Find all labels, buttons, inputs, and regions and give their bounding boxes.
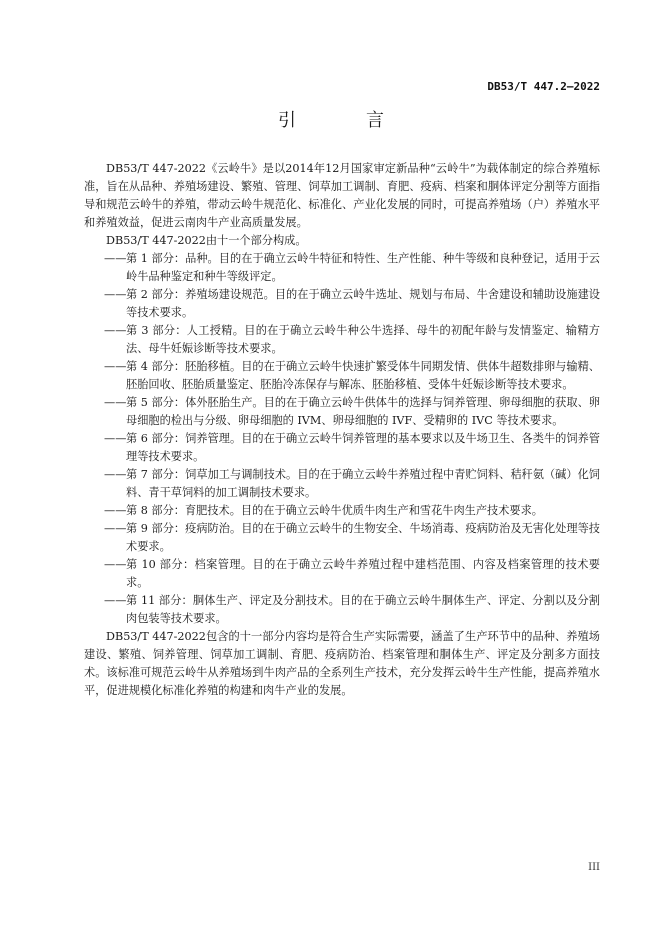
parts-list: [84, 250, 600, 628]
conclusion-paragraph: DB53/T 447-2022包含的十一部分内容均是符合生产实际需要，涵盖了生产环节中的品种、养殖场建设、繁殖、饲养管理、饲草加工调制、育肥、疫病防治、档案管理和胴体生产、评定及分割多方面技术。该标准可规范云岭牛从养殖场到牛肉产品的全系列生产技术，充分发挥云岭牛生产性能，提高养殖水平，促进规模化标准化养殖的构建和肉牛产业的发展。: [84, 630, 600, 697]
list-item-text: 第 8 部分：育肥技术。目的在于确立云岭牛优质牛肉生产和雪花牛肉生产技术要求。: [126, 504, 543, 517]
list-item: [84, 502, 600, 520]
list-dash: ——: [104, 360, 127, 373]
list-item-text: 第 10 部分：档案管理。目的在于确立云岭牛养殖过程中建档范围、内容及档案管理的技术要求。: [126, 558, 600, 589]
list-item: [84, 592, 600, 628]
list-item-text: 第 2 部分：养殖场建设规范。目的在于确立云岭牛选址、规划与布局、牛舍建设和辅助设施建设等技术要求。: [126, 288, 600, 319]
standard-code: DB53/T 447.2—2022: [487, 80, 600, 93]
list-item-text: 第 1 部分：品种。目的在于确立云岭牛特征和特性、生产性能、种牛等级和良种登记，适用于云岭牛品种鉴定和种牛等级评定。: [126, 252, 600, 283]
list-item: [84, 466, 600, 502]
list-item: [84, 250, 600, 286]
intro-paragraph: DB53/T 447-2022《云岭牛》是以2014年12月国家审定新品种“云岭牛”为载体制定的综合养殖标准，旨在从品种、养殖场建设、繁殖、管理、饲草加工调制、育肥、疫病、档案和胴体评定分割等方面指导和规范云岭牛的养殖，带动云岭牛规范化、标准化、产业化发展的同时，可提高养殖场（户）养殖水平和养殖效益，促进云南肉牛产业高质量发展。: [84, 162, 600, 229]
list-item-text: 第 9 部分：疫病防治。目的在于确立云岭牛的生物安全、牛场消毒、疫病防治及无害化处理等技术要求。: [126, 522, 600, 553]
list-dash: ——: [104, 288, 127, 301]
list-item: [84, 556, 600, 592]
list-item-text: 第 5 部分：体外胚胎生产。目的在于确立云岭牛供体牛的选择与饲养管理、卵母细胞的获取、卵母细胞的检出与分级、卵母细胞的 IVM、卵母细胞的 IVF、受精卵的 IVC 等技术要求。: [126, 396, 600, 427]
list-item: [84, 394, 600, 430]
list-dash: ——: [104, 252, 127, 265]
list-item: [84, 286, 600, 322]
page-title: 引 言: [278, 110, 410, 131]
list-item-text: 第 7 部分：饲草加工与调制技术。目的在于确立云岭牛养殖过程中青贮饲料、秸秆氨（碱）化饲料、青干草饲料的加工调制技术要求。: [126, 468, 600, 499]
list-item: [84, 520, 600, 556]
list-dash: ——: [104, 522, 127, 535]
list-item: [84, 430, 600, 466]
list-dash: ——: [104, 324, 127, 337]
list-dash: ——: [104, 468, 127, 481]
parts-intro-paragraph: DB53/T 447-2022由十一个部分构成。: [106, 234, 307, 247]
list-item-text: 第 4 部分：胚胎移植。目的在于确立云岭牛快速扩繁受体牛同期发情、供体牛超数排卵与输精、胚胎回收、胚胎质量鉴定、胚胎冷冻保存与解冻、胚胎移植、受体牛妊娠诊断等技术要求。: [126, 360, 600, 391]
list-item-text: 第 11 部分：胴体生产、评定及分割技术。目的在于确立云岭牛胴体生产、评定、分割以及分割肉包装等技术要求。: [126, 594, 600, 625]
list-item: [84, 358, 600, 394]
document-body: [84, 160, 600, 700]
list-item: [84, 322, 600, 358]
list-dash: ——: [104, 594, 127, 607]
list-item-text: 第 6 部分：饲养管理。目的在于确立云岭牛饲养管理的基本要求以及牛场卫生、各类牛的饲养管理等技术要求。: [126, 432, 600, 463]
list-dash: ——: [104, 504, 127, 517]
page-number: III: [588, 862, 600, 873]
list-dash: ——: [104, 396, 127, 409]
list-dash: ——: [104, 558, 127, 571]
list-dash: ——: [104, 432, 127, 445]
list-item-text: 第 3 部分：人工授精。目的在于确立云岭牛种公牛选择、母牛的初配年龄与发情鉴定、输精方法、母牛妊娠诊断等技术要求。: [126, 324, 600, 355]
